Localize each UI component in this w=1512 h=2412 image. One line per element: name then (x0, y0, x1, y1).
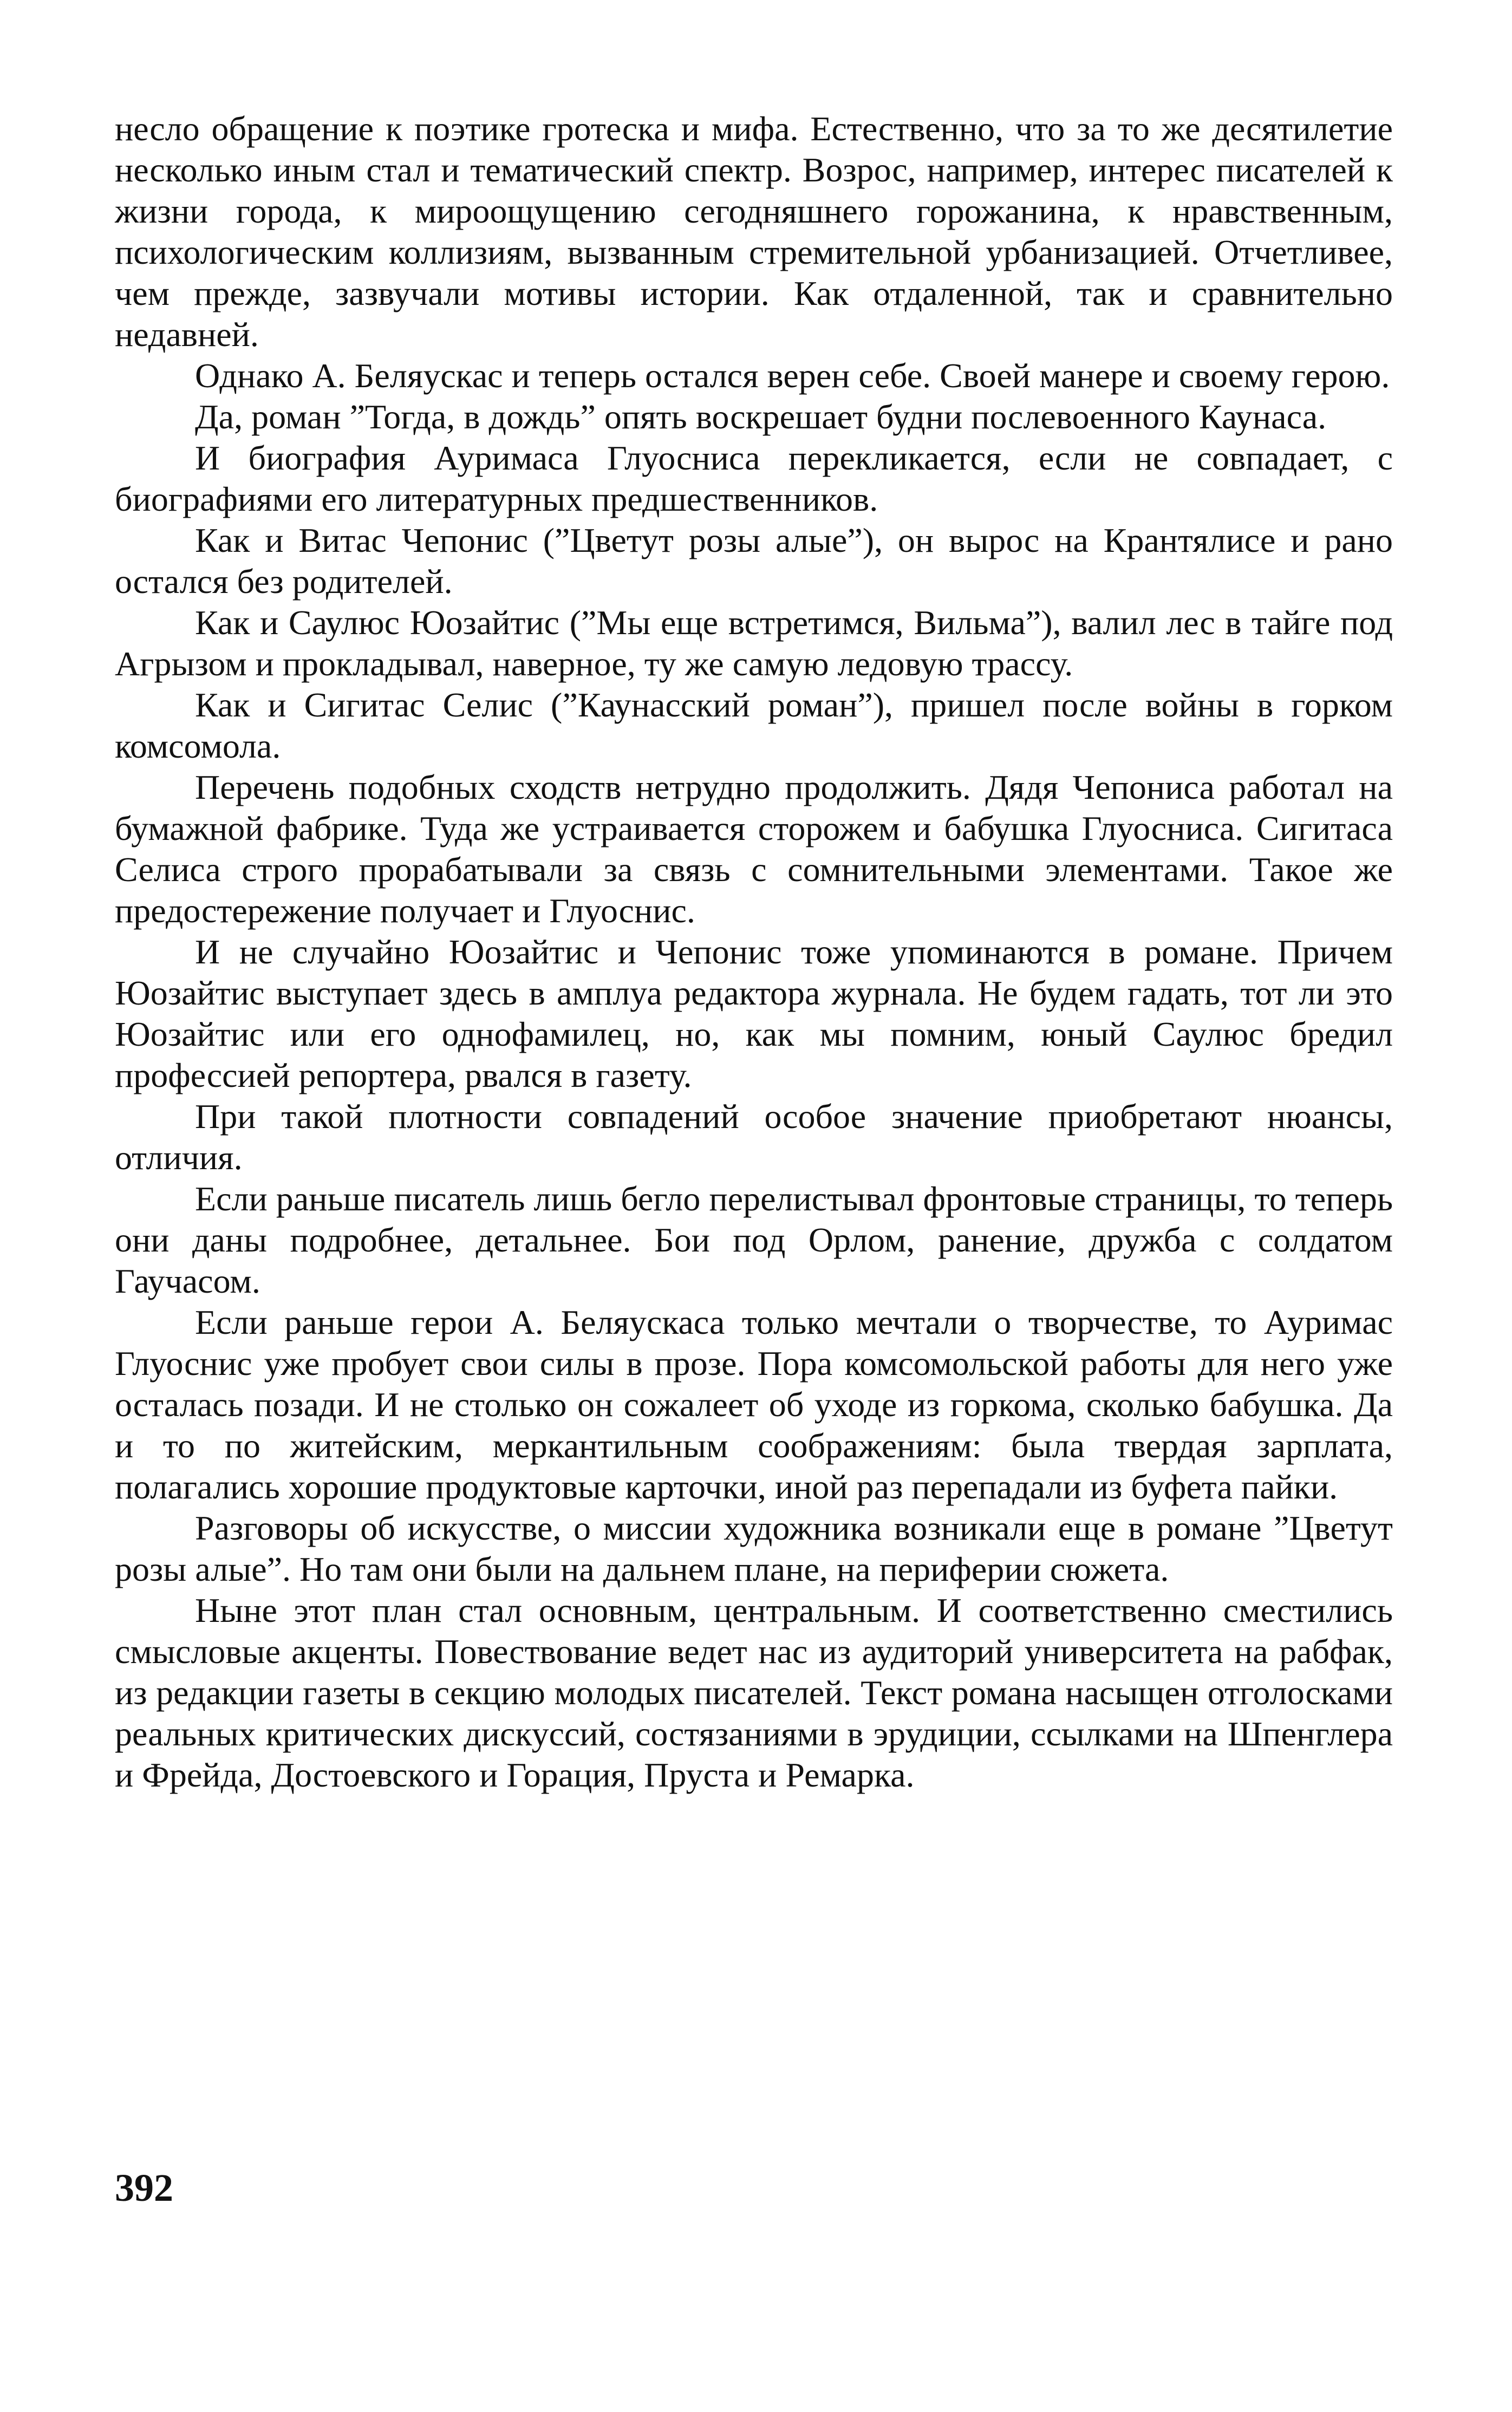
paragraph-5: Как и Витас Чепонис (”Цветут розы алые”), он вырос на Крантялисе и рано остался без родителей. (115, 521, 1393, 601)
paragraph-4: И биография Ауримаса Глуосниса перекликается, если не совпадает, с биографиями его литературных предшественников. (115, 439, 1393, 518)
paragraph-9: И не случайно Юозайтис и Чепонис тоже упоминаются в романе. Причем Юозайтис выступает здесь в амплуа редактора журнала. Не будем гадать, тот ли это Юозайтис или его однофамилец, но, как мы помним, юный Саулюс бредил профессией репортера, рвался в газету. (115, 933, 1393, 1094)
page-number: 392 (115, 2166, 173, 2209)
paragraph-3: Да, роман ”Тогда, в дождь” опять воскрешает будни послевоенного Каунаса. (195, 397, 1327, 436)
paragraph-7: Как и Сигитас Селис (”Каунасский роман”), пришел после войны в горком комсомола. (115, 686, 1393, 765)
paragraph-13: Разговоры об искусстве, о миссии художника возникали еще в романе ”Цветут розы алые”. Но там они были на дальнем плане, на периферии сюжета. (115, 1509, 1393, 1588)
paragraph-2: Однако А. Беляускас и теперь остался верен себе. Своей манере и своему герою. (195, 356, 1390, 395)
paragraph-6: Как и Саулюс Юозайтис (”Мы еще встретимся, Вильма”), валил лес в тайге под Агрызом и прокладывал, наверное, ту же самую ледовую трассу. (115, 603, 1393, 683)
paragraph-1: несло обращение к поэтике гротеска и мифа. Естественно, что за то же десятилетие несколько иным стал и тематический спектр. Возрос, например, интерес писателей к жизни города, к мироощущению сегодняшнего горожанина, к нравственным, психологическим коллизиям, вызванным стремительной урбанизацией. Отчетливее, чем прежде, зазвучали мотивы истории. Как отдаленной, так и сравнительно недавней. (115, 109, 1393, 354)
paragraph-8: Перечень подобных сходств нетрудно продолжить. Дядя Чепониса работал на бумажной фабрике. Туда же устраивается сторожем и бабушка Глуосниса. Сигитаса Селиса строго прорабатывали за связь с сомнительными элементами. Такое же предостережение получает и Глуоснис. (115, 768, 1393, 930)
paragraph-12: Если раньше герои А. Беляускаса только мечтали о творчестве, то Ауримас Глуоснис уже пробует свои силы в прозе. Пора комсомольской работы для него уже осталась позади. И не столько он сожалеет об уходе из горкома, сколько бабушка. Да и то по житейским, меркантильным соображениям: была твердая зарплата, полагались хорошие продуктовые карточки, иной раз перепадали из буфета пайки. (115, 1303, 1393, 1506)
page-body (115, 108, 1393, 1796)
paragraph-11: Если раньше писатель лишь бегло перелистывал фронтовые страницы, то теперь они даны подробнее, детальнее. Бои под Орлом, ранение, дружба с солдатом Гаучасом. (115, 1179, 1393, 1300)
paragraph-10: При такой плотности совпадений особое значение приобретают нюансы, отличия. (115, 1097, 1393, 1177)
paragraph-14: Ныне этот план стал основным, центральным. И соответственно сместились смысловые акценты. Повествование ведет нас из аудиторий университета на рабфак, из редакции газеты в секцию молодых писателей. Текст романа насыщен отголосками реальных критических дискуссий, состязаниями в эрудиции, ссылками на Шпенглера и Фрейда, Достоевского и Горация, Пруста и Ремарка. (115, 1591, 1393, 1794)
